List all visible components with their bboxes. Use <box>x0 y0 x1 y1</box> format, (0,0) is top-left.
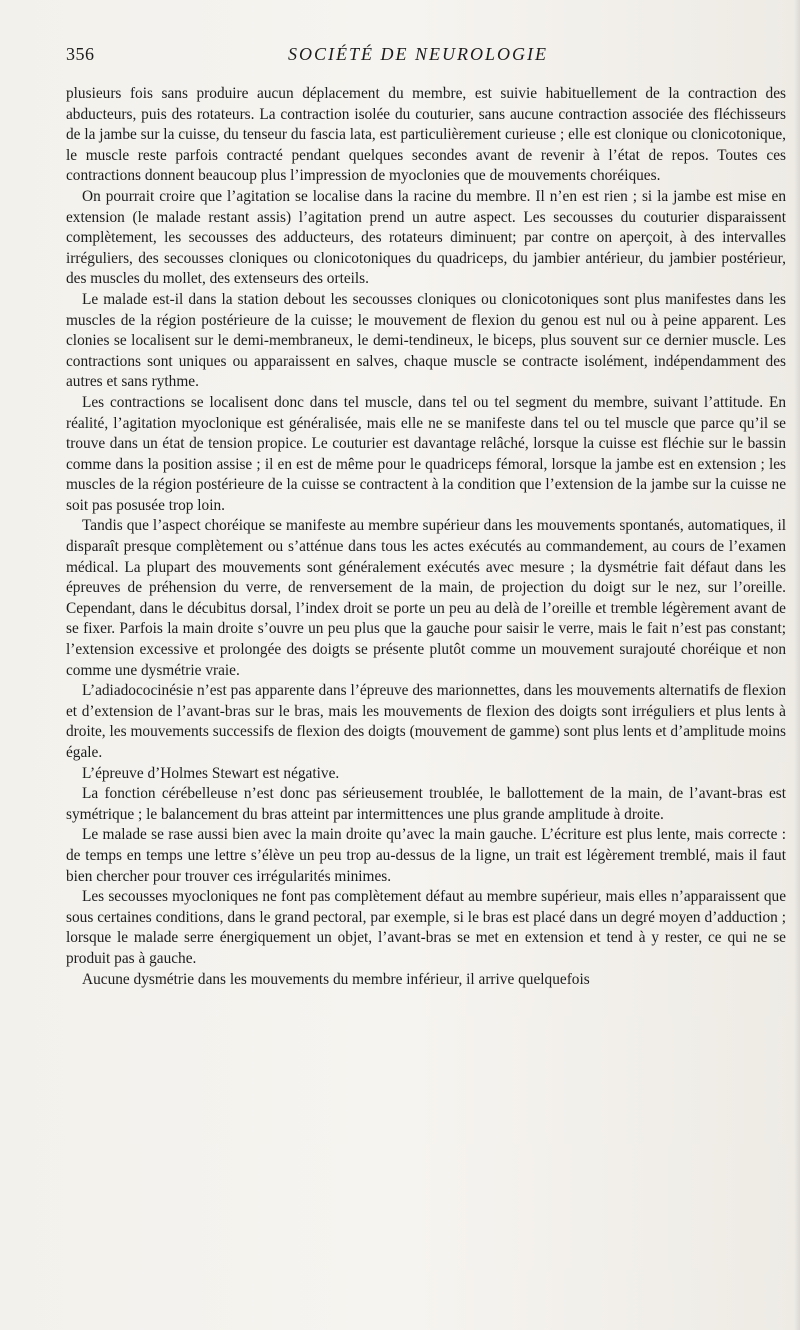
paragraph: Aucune dysmétrie dans les mouvements du membre inférieur, il arrive quelquefois <box>82 970 590 988</box>
paragraph: Le malade se rase aussi bien avec la main droite qu’avec la main gauche. L’écriture est plus lente, mais correcte : de temps en temps une lettre s’élève un peu trop au-dessus de la ligne, un trait est légèrement tremblé, mais il faut bien chercher pour trouver ces irrégularités minimes. <box>66 826 786 885</box>
page-header <box>66 44 770 72</box>
running-title: SOCIÉTÉ DE NEUROLOGIE <box>288 44 548 64</box>
paragraph: Le malade est-il dans la station debout les secousses cloniques ou clonicotoniques sont plus manifestes dans les muscles de la région postérieure de la cuisse; le mouvement de flexion du genou est nul ou à peine apparent. Les clonies se localisent sur le demi-membraneux, le demi-tendineux, le biceps, plus souvent sur ce dernier muscle. Les contractions sont uniques ou apparaissent en salves, chaque muscle se contracte isolément, indépendamment des autres et sans rythme. <box>66 290 786 391</box>
paragraph: La fonction cérébelleuse n’est donc pas sérieusement troublée, le ballottement de la main, de l’avant-bras est symétrique ; le balancement du bras atteint par intermittences une plus grande amplitude à droite. <box>66 785 786 823</box>
paragraph: L’adiadococinésie n’est pas apparente dans l’épreuve des marionnettes, dans les mouvements alternatifs de flexion et d’extension de l’avant-bras sur le bras, mais les mouvements de flexion des doigts sont irréguliers et plus lents à droite, les mouvements successifs de flexion des doigts (mouvement de gamme) sont plus lents et d’amplitude moins égale. <box>66 682 786 761</box>
paragraph: Tandis que l’aspect choréique se manifeste au membre supérieur dans les mouvements spontanés, automatiques, il disparaît presque complètement ou s’atténue dans tous les actes exécutés au commandement, au cours de l’examen médical. La plupart des mouvements sont généralement exécutés avec mesure ; la dysmétrie fait défaut dans les épreuves de préhension du verre, de renversement de la main, de projection du doigt sur le nez, sur l’oreille. Cependant, dans le décubitus dorsal, l’index droit se porte un peu au delà de l’oreille et tremble légèrement avant de se fixer. Parfois la main droite s’ouvre un peu plus que la gauche pour saisir le verre, mais le fait n’est pas constant; l’extension excessive et prolongée des doigts se présente plutôt comme un mouvement surajouté choréique et non comme une dysmétrie vraie. <box>66 517 786 679</box>
paragraph: L’épreuve d’Holmes Stewart est négative. <box>82 764 340 782</box>
page-number: 356 <box>66 44 95 64</box>
body-text <box>66 84 786 990</box>
paragraph: On pourrait croire que l’agitation se localise dans la racine du membre. Il n’en est rien ; si la jambe est mise en extension (le malade restant assis) l’agitation prend un autre aspect. Les secousses du couturier disparaissent complètement, les secousses des adducteurs, des rotateurs diminuent; par contre on aperçoit, à des intervalles irréguliers, des secousses cloniques ou clonicotoniques du quadriceps, du jambier antérieur, du jambier postérieur, des muscles du mollet, des extenseurs des orteils. <box>66 187 786 288</box>
paragraph: Les secousses myocloniques ne font pas complètement défaut au membre supérieur, mais elles n’apparaissent que sous certaines conditions, dans le grand pectoral, par exemple, si le bras est placé dans un degré moyen d’adduction ; lorsque le malade serre énergiquement un objet, l’avant-bras se met en extension et tend à y rester, ce qui ne se produit pas à gauche. <box>66 888 786 967</box>
paragraph: plusieurs fois sans produire aucun déplacement du membre, est suivie habituellement de la contraction des abducteurs, puis des rotateurs. La contraction isolée du couturier, sans aucune contraction associée des fléchisseurs de la jambe sur la cuisse, du tenseur du fascia lata, est particulièrement curieuse ; elle est clonique ou clonicotonique, le muscle reste parfois contracté pendant quelques secondes avant de revenir à l’état de repos. Toutes ces contractions donnent beaucoup plus l’impression de myoclonies que de mouvements choréiques. <box>66 85 786 185</box>
page-edge-shadow <box>794 0 800 1330</box>
paragraph: Les contractions se localisent donc dans tel muscle, dans tel ou tel segment du membre, suivant l’attitude. En réalité, l’agitation myoclonique est généralisée, mais elle ne se manifeste dans tel ou tel muscle que parce qu’il se trouve dans un état de tension propice. Le couturier est davantage relâché, lorsque la cuisse est fléchie sur le bassin comme dans la position assise ; il en est de même pour le quadriceps fémoral, lorsque la jambe est en extension ; les muscles de la région postérieure de la cuisse se contractent à la condition que l’extension de la jambe sur la cuisse ne soit pas posusée trop loin. <box>66 393 786 514</box>
